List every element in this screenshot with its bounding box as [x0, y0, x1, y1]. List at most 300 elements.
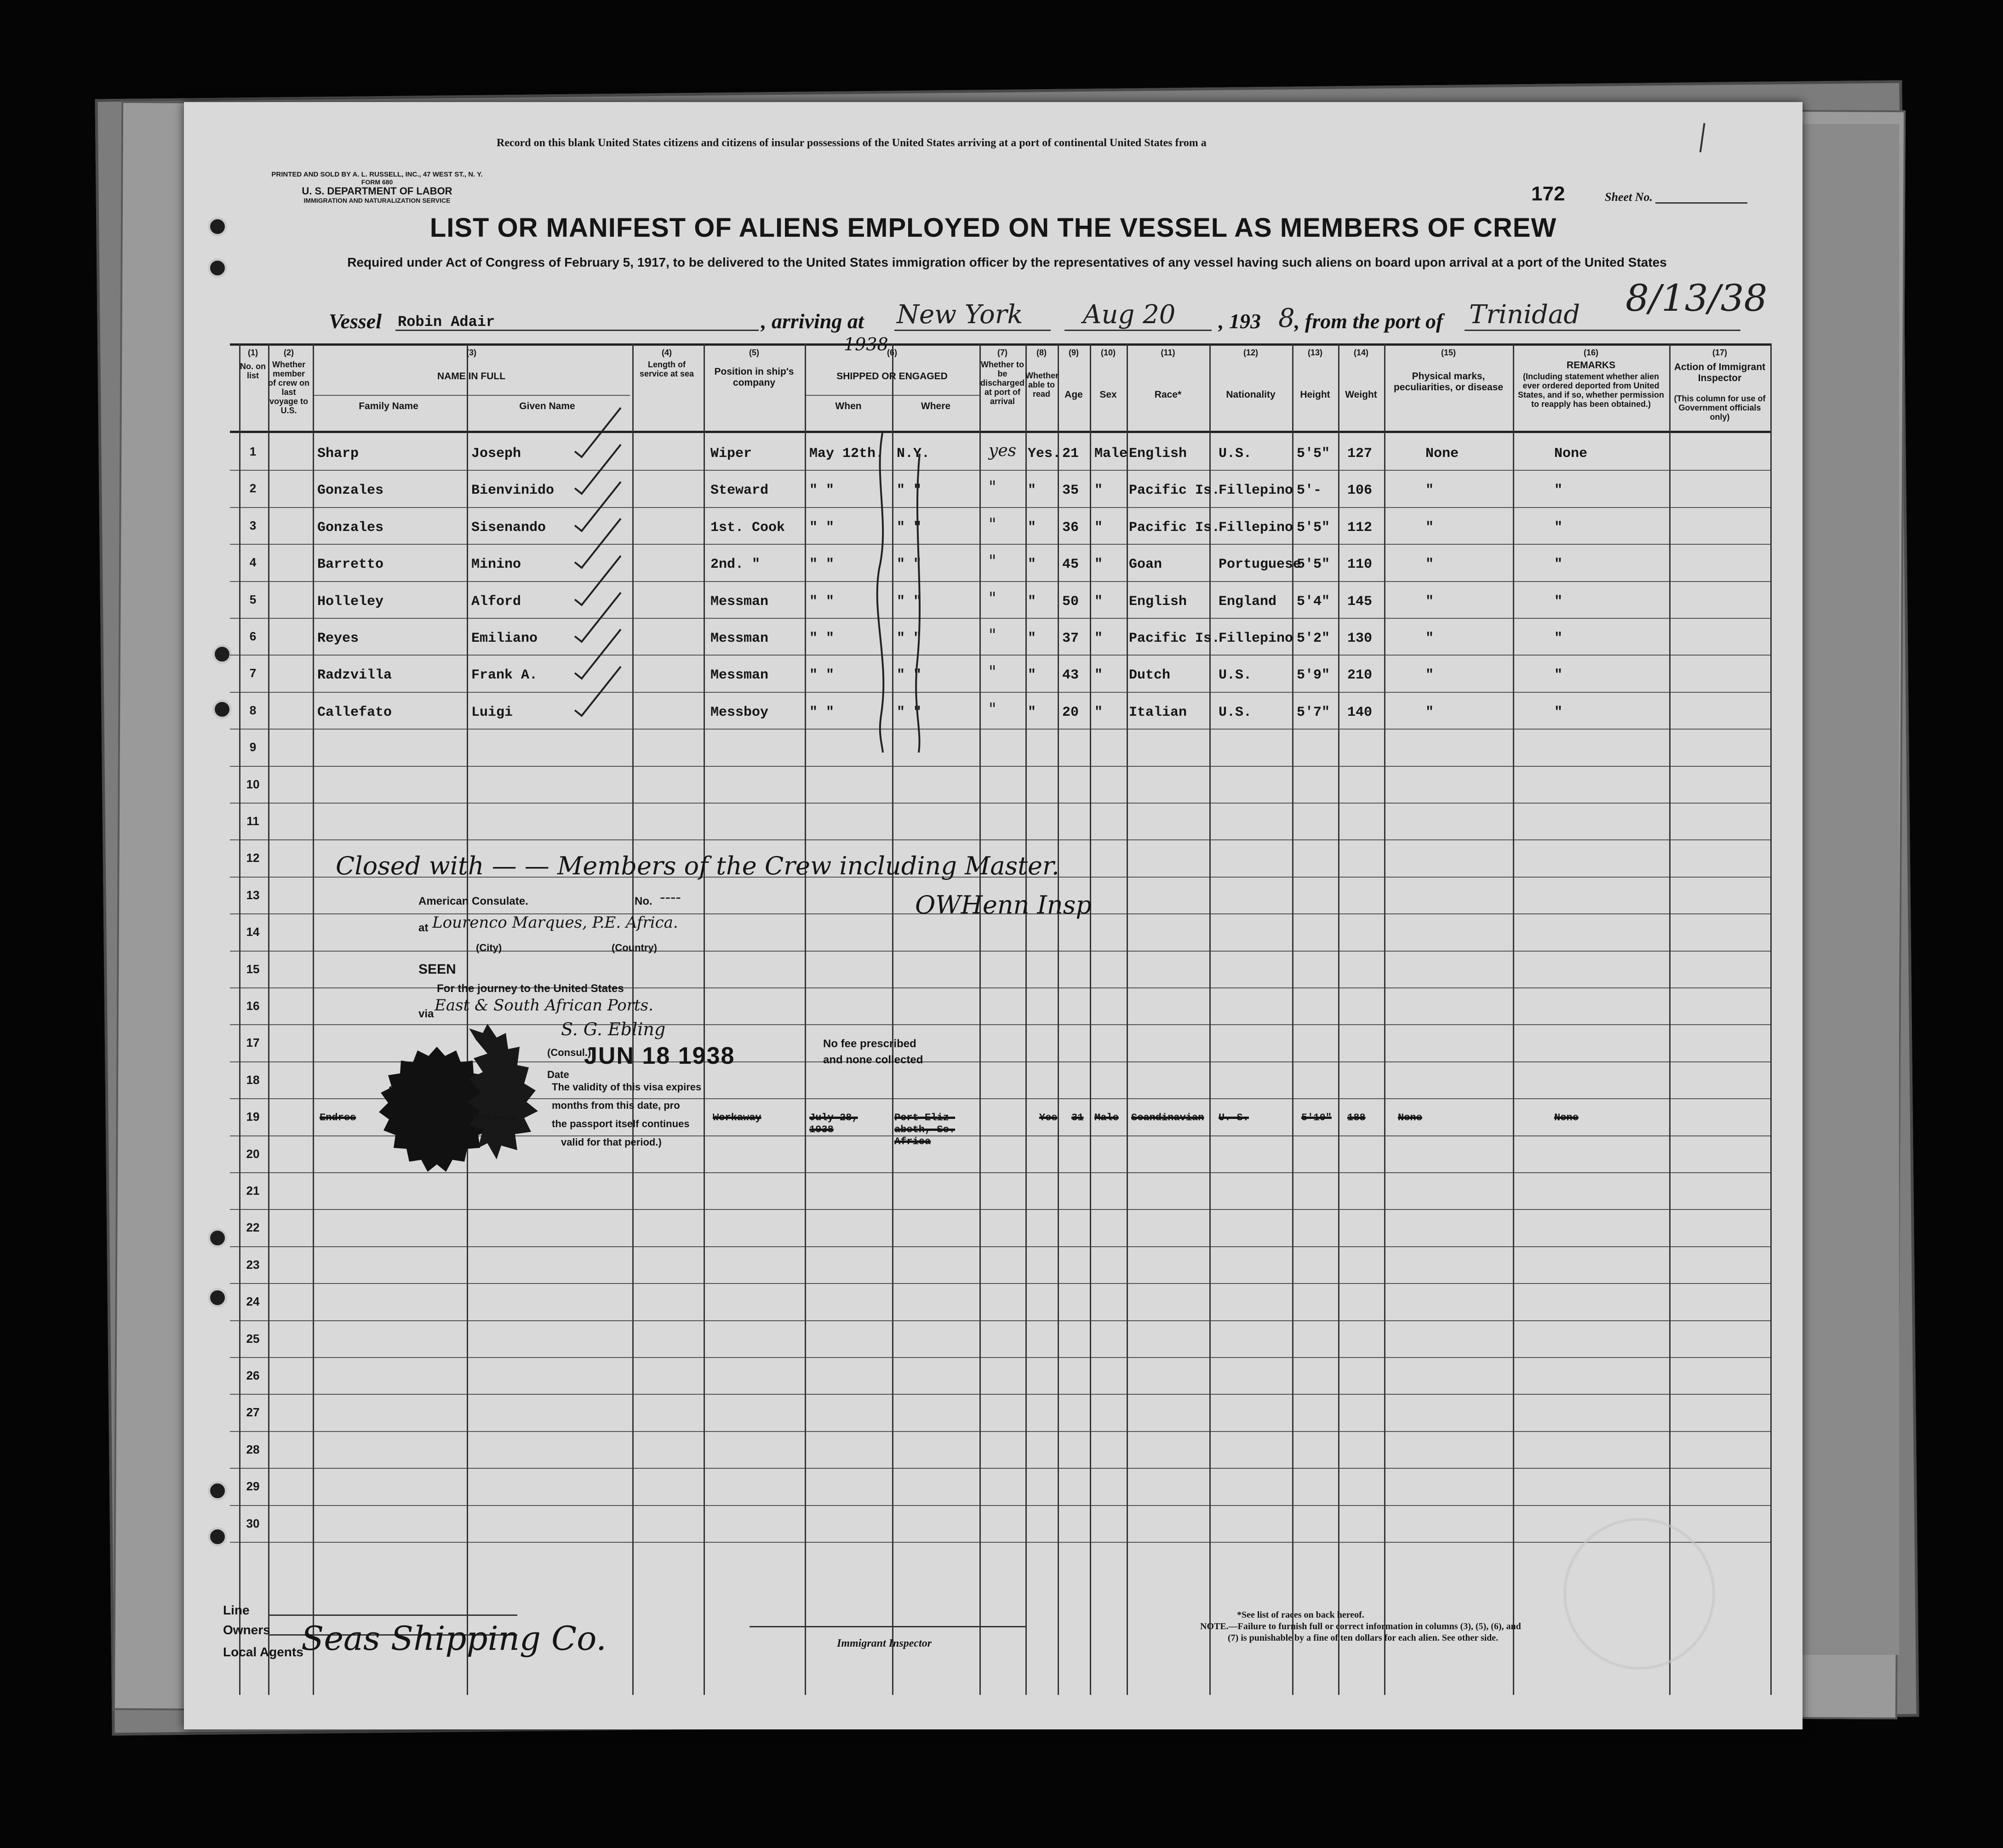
crew-able-to-read: " [1028, 483, 1036, 499]
footer-note: (7) is punishable by a fine of ten dollars for each alien. See other side. [1228, 1633, 1499, 1643]
struck-position: Workaway [713, 1112, 761, 1124]
crew-discharged: " [989, 478, 996, 497]
crew-position: Messman [710, 593, 769, 610]
row-number: 29 [246, 1479, 260, 1494]
visa-country-label: (Country) [612, 942, 657, 953]
col-header-action-note: (This column for use of Government officials only) [1674, 394, 1766, 422]
table-rule [230, 1394, 1770, 1395]
crew-remarks: " [1554, 631, 1563, 646]
crew-shipped-where: " " [897, 667, 922, 684]
inspector-initials: OWHenn Insp [915, 890, 1092, 919]
col-header-given: Given Name [519, 401, 575, 411]
crew-weight: 140 [1347, 704, 1373, 720]
table-rule [230, 692, 1770, 693]
crew-able-to-read: " [1028, 704, 1036, 720]
table-column-rule [1513, 343, 1514, 1695]
table-rule [313, 395, 630, 396]
visa-via-value: East & South African Ports. [435, 996, 653, 1015]
page-subtitle: Required under Act of Congress of February 5, 1917, to be delivered to the United States immigration officer by the representatives of any vessel having such aliens on board upon arrival at a port of the United States [347, 255, 1667, 269]
crew-family-name: Gonzales [317, 519, 384, 536]
row-number: 4 [249, 555, 257, 570]
crew-shipped-where: " " [897, 557, 922, 573]
col-header-action: Action of Immigrant Inspector [1674, 362, 1766, 383]
crew-physical-marks: " [1425, 631, 1434, 646]
table-rule [230, 1357, 1770, 1358]
crew-position: 2nd. " [710, 557, 761, 573]
binding-hole [208, 1481, 227, 1500]
row-number: 21 [246, 1184, 260, 1198]
crew-age: 45 [1062, 557, 1079, 573]
crew-weight: 145 [1347, 593, 1373, 610]
crew-nationality: Portuguese [1219, 557, 1302, 573]
row-number: 30 [246, 1516, 260, 1530]
crew-shipped-where: N.Y. [897, 446, 930, 462]
table-column-rule [313, 343, 314, 1695]
visa-validity: months from this date, pro [552, 1100, 680, 1111]
row-number: 13 [246, 888, 260, 902]
crew-physical-marks: " [1425, 667, 1434, 684]
col-header-remarks: REMARKS [1566, 360, 1616, 371]
table-rule [230, 1505, 1770, 1506]
table-rule [230, 1246, 1770, 1247]
crew-family-name: Sharp [317, 446, 359, 462]
row-number: 8 [249, 703, 257, 717]
binding-hole [208, 1228, 227, 1248]
col-num: (17) [1712, 348, 1727, 357]
crew-position: Wiper [710, 446, 752, 462]
crew-given-name: Bienvinido [471, 483, 555, 499]
crew-given-name: Joseph [471, 446, 521, 462]
crew-remarks: " [1554, 557, 1563, 573]
crew-given-name: Emiliano [471, 631, 538, 646]
col-num: (3) [466, 348, 476, 357]
crew-able-to-read: Yes. [1028, 446, 1061, 462]
sheet-label: Sheet No. [1605, 190, 1653, 204]
row-number: 23 [246, 1257, 260, 1272]
visa-journey: For the journey to the United States [437, 982, 624, 995]
crew-nationality: Fillepino [1219, 631, 1293, 646]
footer-line [750, 1626, 1025, 1627]
crew-weight: 130 [1347, 631, 1373, 646]
crew-discharged: " [989, 700, 996, 719]
crew-able-to-read: " [1028, 667, 1036, 684]
crew-position: Steward [710, 483, 769, 499]
row-number: 27 [246, 1405, 260, 1420]
crew-nationality: Fillepino [1219, 483, 1293, 499]
crew-physical-marks: " [1425, 704, 1434, 720]
col-num: (12) [1243, 348, 1258, 357]
crew-age: 36 [1062, 519, 1079, 536]
department: U. S. DEPARTMENT OF LABOR [302, 185, 452, 197]
struck-where2: abeth, So. [894, 1124, 956, 1136]
manifest-page [184, 102, 1803, 1729]
sheet-line [1655, 202, 1747, 204]
table-rule [230, 431, 1770, 433]
col-header-when: When [835, 401, 862, 411]
table-column-rule [1058, 343, 1059, 1695]
crew-nationality: U.S. [1219, 704, 1252, 720]
visa-date-stamp: JUN 18 1938 [584, 1043, 735, 1069]
table-rule [230, 1320, 1770, 1321]
col-num: (16) [1583, 348, 1598, 357]
table-column-rule [1292, 343, 1293, 1695]
struck-age: 31 [1071, 1112, 1084, 1124]
crew-family-name: Callefato [317, 704, 392, 720]
table-rule [230, 766, 1770, 767]
underline [395, 329, 759, 331]
col-header-weight: Weight [1345, 389, 1377, 400]
visa-at-value: Lourenco Marques, P.E. Africa. [432, 913, 678, 932]
col-header-shipped: SHIPPED OR ENGAGED [836, 371, 948, 382]
col-header-service: Length of service at sea [639, 360, 694, 378]
struck-when2: 1938 [809, 1124, 834, 1136]
table-rule [230, 729, 1770, 730]
crew-remarks: " [1554, 704, 1563, 720]
col-header-no: No. on list [240, 362, 266, 380]
col-header-where: Where [921, 401, 951, 411]
crew-age: 21 [1062, 446, 1079, 462]
crew-weight: 112 [1347, 519, 1373, 536]
table-rule [230, 1283, 1770, 1284]
crew-physical-marks: " [1425, 557, 1434, 573]
col-header-family: Family Name [359, 401, 418, 411]
footer-line-label: Line [223, 1603, 250, 1617]
col-header-remarks-note: (Including statement whether alien ever ordered deported from United States, and if so, whether permission to reapply has been obtained.) [1517, 372, 1665, 409]
table-column-rule [1338, 343, 1339, 1695]
crew-given-name: Alford [471, 593, 521, 610]
crew-race: English [1129, 593, 1187, 610]
crew-weight: 127 [1347, 446, 1373, 462]
crew-discharged: " [989, 663, 996, 682]
table-column-rule [1209, 343, 1211, 1695]
crew-height: 5'7" [1297, 704, 1330, 720]
crew-discharged: yes [989, 441, 1017, 460]
col-num: (13) [1307, 348, 1322, 357]
table-rule [230, 951, 1770, 952]
table-column-rule [1090, 343, 1091, 1695]
crew-family-name: Radzvilla [317, 667, 392, 684]
visa-at-label: at [418, 922, 429, 934]
crew-shipped-where: " " [897, 631, 922, 646]
arrival-port: New York [897, 300, 1023, 330]
table-rule [230, 1209, 1770, 1210]
col-num: (11) [1161, 348, 1175, 357]
visa-validity: the passport itself continues [552, 1118, 690, 1129]
crew-age: 35 [1062, 483, 1079, 499]
crew-remarks: None [1554, 446, 1588, 462]
page-title: LIST OR MANIFEST OF ALIENS EMPLOYED ON THE VESSEL AS MEMBERS OF CREW [429, 213, 1557, 243]
crew-family-name: Holleley [317, 593, 384, 610]
table-column-rule [1127, 343, 1128, 1695]
struck-read: Yes [1039, 1112, 1058, 1124]
crew-weight: 210 [1347, 667, 1373, 684]
crew-race: Dutch [1129, 667, 1171, 684]
top-note: Record on this blank United States citizens and citizens of insular possessions of the United States arriving at a port of continental United States from a [497, 137, 1207, 149]
footer-line [269, 1614, 517, 1616]
crew-shipped-when: " " [809, 519, 835, 536]
visa-no-value: ---- [660, 888, 681, 907]
col-num: (4) [662, 348, 672, 357]
underline [1465, 329, 1740, 331]
table-rule [230, 343, 1770, 346]
visa-validity: The validity of this visa expires [552, 1081, 702, 1093]
col-header-position: Position in ship's company [714, 366, 794, 388]
binding-hole [212, 700, 232, 719]
binding-hole [208, 1288, 227, 1307]
row-number: 25 [246, 1331, 260, 1346]
row-number: 28 [246, 1442, 260, 1456]
struck-race: Scandinavian [1131, 1112, 1204, 1124]
visa-consul-label: (Consul.) [547, 1047, 591, 1058]
year-digit: 8 [1278, 303, 1295, 333]
row-number: 16 [246, 999, 260, 1013]
sheet-number: 172 [1531, 183, 1565, 205]
crew-height: 5'2" [1297, 631, 1330, 646]
table-rule [230, 803, 1770, 804]
footer-note: NOTE.—Failure to furnish full or correct information in columns (3), (5), (6), and [1200, 1621, 1521, 1631]
footer-agents-label: Local Agents [223, 1645, 303, 1659]
table-column-rule [704, 343, 705, 1695]
table-column-rule [268, 343, 269, 1695]
col-header-height: Height [1300, 389, 1330, 400]
crew-age: 50 [1062, 593, 1079, 610]
table-column-rule [1770, 343, 1772, 1695]
table-column-rule [1384, 343, 1385, 1695]
year-note: 1938 [844, 334, 888, 354]
row-number: 18 [246, 1072, 260, 1087]
row-number: 19 [246, 1110, 260, 1124]
crew-able-to-read: " [1028, 557, 1036, 573]
crew-shipped-when: " " [809, 593, 835, 610]
crew-physical-marks: " [1425, 519, 1434, 536]
col-num: (10) [1100, 348, 1116, 357]
crew-height: 5'5" [1297, 557, 1330, 573]
fee-stamp-seal-icon [455, 1024, 556, 1162]
binding-hole [208, 1527, 227, 1546]
row-number: 5 [249, 592, 257, 606]
visa-consulate: American Consulate. [418, 895, 528, 907]
immigrant-inspector-label: Immigrant Inspector [837, 1637, 932, 1649]
row-number: 7 [249, 666, 257, 680]
crew-family-name: Gonzales [317, 483, 384, 499]
from-port: Trinidad [1469, 300, 1580, 330]
struck-where1: Port Eliz- [894, 1112, 956, 1124]
col-num: (15) [1441, 348, 1456, 357]
crew-able-to-read: " [1028, 519, 1036, 536]
crew-family-name: Barretto [317, 557, 384, 573]
crew-height: 5'- [1297, 483, 1322, 499]
struck-nationality: U. S. [1219, 1112, 1249, 1124]
table-column-rule [1669, 343, 1671, 1695]
table-rule [230, 1431, 1770, 1432]
binding-hole [208, 258, 227, 278]
crew-remarks: " [1554, 483, 1563, 499]
col-num: (2) [284, 348, 294, 357]
crew-shipped-when: " " [809, 667, 835, 684]
col-num: (7) [997, 348, 1007, 357]
table-rule [230, 839, 1770, 840]
crew-sex: Male [1094, 446, 1128, 462]
table-rule [230, 470, 1770, 471]
footer-note: *See list of races on back hereof. [1237, 1610, 1364, 1620]
crew-sex: " [1094, 704, 1103, 720]
table-column-rule [979, 343, 981, 1695]
row-number: 22 [246, 1221, 260, 1235]
row-number: 3 [249, 518, 257, 532]
crew-height: 5'9" [1297, 667, 1330, 684]
crew-shipped-where: " " [897, 704, 922, 720]
crew-able-to-read: " [1028, 593, 1036, 610]
visa-date-label: Date [547, 1069, 569, 1080]
crew-sex: " [1094, 483, 1103, 499]
row-number: 11 [246, 814, 259, 828]
row-number: 26 [246, 1369, 260, 1382]
col-header-discharged: Whether to be discharged at port of arrival [980, 360, 1025, 406]
col-header-read: Whether able to read [1025, 371, 1059, 399]
crew-nationality: U.S. [1219, 667, 1252, 684]
form-number: FORM 680 [361, 178, 393, 186]
table-rule [230, 618, 1770, 619]
row-number: 17 [246, 1036, 260, 1050]
crew-shipped-where: " " [897, 519, 922, 536]
underline [894, 329, 1051, 331]
struck-marks: None [1398, 1112, 1422, 1124]
col-num: (14) [1353, 348, 1368, 357]
crew-age: 37 [1062, 631, 1079, 646]
visa-no-label: No. [635, 895, 652, 907]
crew-nationality: U.S. [1219, 446, 1252, 462]
visa-city-label: (City) [476, 942, 502, 953]
crew-shipped-when: " " [809, 631, 835, 646]
footer-owners-label: Owners [223, 1623, 270, 1637]
row-number: 20 [246, 1146, 260, 1161]
crew-race: Pacific Is. [1129, 519, 1220, 536]
crew-age: 43 [1062, 667, 1079, 684]
table-column-rule [1025, 343, 1027, 1695]
crew-remarks: " [1554, 593, 1563, 610]
crew-given-name: Sisenando [471, 519, 546, 536]
from-label: , from the port of [1294, 309, 1443, 333]
row-number: 15 [246, 962, 260, 976]
backing-sheet-edge [1789, 124, 1899, 1655]
row-number: 2 [249, 481, 257, 496]
crew-sex: " [1094, 557, 1103, 573]
crew-position: 1st. Cook [710, 519, 785, 536]
col-header-marks: Physical marks, peculiarities, or disease [1393, 371, 1504, 393]
crew-shipped-when: " " [809, 483, 835, 499]
binding-hole [212, 645, 232, 664]
service: IMMIGRATION AND NATURALIZATION SERVICE [303, 197, 451, 204]
crew-race: English [1129, 446, 1187, 462]
row-number: 12 [246, 851, 260, 865]
crew-age: 20 [1062, 704, 1079, 720]
row-number: 6 [249, 629, 257, 643]
row-number: 24 [246, 1295, 260, 1309]
fee-note: and none collected [823, 1054, 923, 1066]
top-pen-mark [1700, 123, 1722, 155]
crew-able-to-read: " [1028, 631, 1036, 646]
crew-physical-marks: " [1425, 593, 1434, 610]
col-num: (9) [1069, 348, 1079, 357]
tick-mark-icon [572, 664, 623, 719]
crew-discharged: " [989, 589, 996, 608]
crew-physical-marks: " [1425, 483, 1434, 499]
crew-sex: " [1094, 631, 1103, 646]
crew-physical-marks: None [1425, 446, 1459, 462]
crew-position: Messboy [710, 704, 769, 720]
crew-position: Messman [710, 631, 769, 646]
crew-weight: 106 [1347, 483, 1373, 499]
visa-via-label: via [418, 1008, 434, 1020]
table-rule [230, 581, 1770, 582]
closed-note: Closed with — — Members of the Crew including Master. [336, 851, 1059, 880]
crew-shipped-when: " " [809, 704, 835, 720]
fee-note: No fee prescribed [823, 1038, 916, 1050]
table-column-rule [805, 343, 806, 1695]
visa-seen: SEEN [418, 962, 456, 977]
col-header-nationality: Nationality [1226, 389, 1276, 400]
crew-height: 5'5" [1297, 519, 1330, 536]
crew-height: 5'4" [1297, 593, 1330, 610]
crew-family-name: Reyes [317, 631, 359, 646]
crew-weight: 110 [1347, 557, 1373, 573]
crew-discharged: " [989, 552, 996, 571]
vessel-label: Vessel [329, 309, 382, 333]
crew-given-name: Frank A. [471, 667, 538, 684]
crew-nationality: Fillepino [1219, 519, 1293, 536]
row-number: 9 [249, 740, 257, 754]
col-header-name: NAME IN FULL [437, 371, 506, 382]
table-column-rule [467, 343, 468, 1695]
col-num: (5) [749, 348, 759, 357]
struck-sex: Male [1094, 1112, 1119, 1124]
struck-height: 5'10" [1301, 1112, 1332, 1124]
crew-shipped-where: " " [897, 483, 922, 499]
row-number: 1 [249, 445, 257, 458]
visa-validity: valid for that period.) [561, 1136, 662, 1148]
crew-shipped-when: May 12th. [809, 446, 884, 462]
crew-race: Pacific Is. [1129, 631, 1220, 646]
struck-family: Endres [320, 1112, 356, 1124]
crew-shipped-where: " " [897, 593, 922, 610]
table-rule [230, 1542, 1770, 1543]
crew-remarks: " [1554, 519, 1563, 536]
crew-table [230, 334, 1770, 1695]
crew-remarks: " [1554, 667, 1563, 684]
struck-given: Otto H. [474, 1112, 516, 1124]
table-rule [230, 1468, 1770, 1469]
voyage-line [329, 277, 1803, 341]
ditto-brace [906, 454, 933, 753]
crew-race: Pacific Is. [1129, 483, 1220, 499]
table-rule [230, 544, 1770, 545]
crew-given-name: Minino [471, 557, 521, 573]
struck-remarks: None [1554, 1112, 1579, 1124]
struck-weight: 188 [1347, 1112, 1366, 1124]
footer-agents-value: Seas Shipping Co. [301, 1619, 607, 1658]
col-num: (6) [887, 348, 897, 357]
crew-race: Italian [1129, 704, 1187, 720]
ditto-brace [869, 431, 897, 753]
crew-sex: " [1094, 519, 1103, 536]
year-prefix: , 193 [1219, 309, 1261, 333]
col-num: (8) [1036, 348, 1047, 357]
crew-position: Messman [710, 667, 769, 684]
struck-where3: Africa [894, 1136, 931, 1148]
col-header-last-voyage: Whether member of crew on last voyage to U.S. [268, 360, 310, 415]
crew-nationality: England [1219, 593, 1277, 610]
col-header-sex: Sex [1099, 389, 1117, 400]
